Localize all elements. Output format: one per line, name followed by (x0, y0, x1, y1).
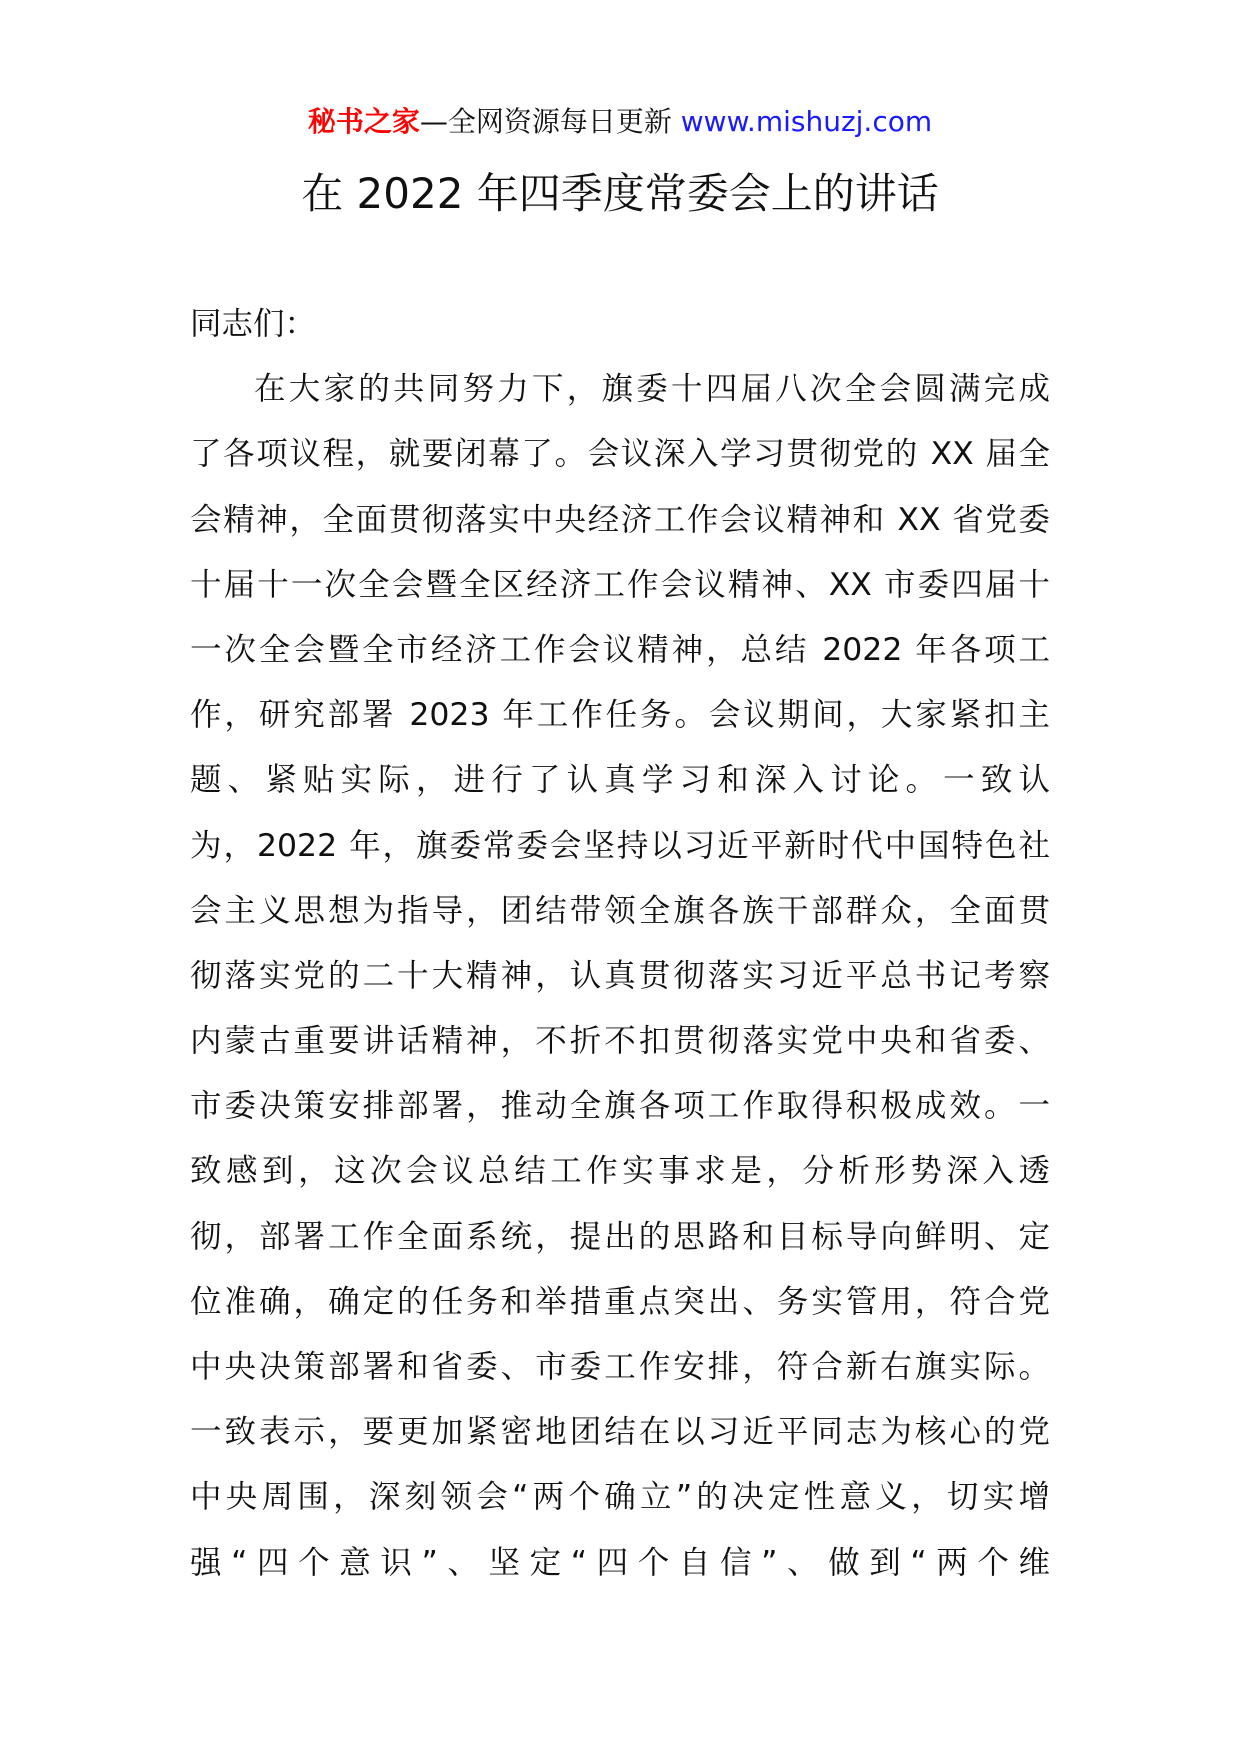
text-line: 位准确，确定的任务和举措重点突出、务实管用，符合党 (190, 1283, 1050, 1320)
text-line: 会精神，全面贯彻落实中央经济工作会议精神和 XX 省党委 (190, 501, 1050, 538)
text-line: 作，研究部署 2023 年工作任务。会议期间，大家紧扣主 (190, 697, 1050, 734)
text-line: 一次全会暨全市经济工作会议精神，总结 2022 年各项工 (190, 631, 1050, 668)
text-line: 一致表示，要更加紧密地团结在以习近平同志为核心的党 (190, 1414, 1050, 1451)
page-title: 在 2022 年四季度常委会上的讲话 (301, 169, 939, 218)
brand-name: 秘书之家 (307, 105, 420, 138)
text-line: 致感到，这次会议总结工作实事求是，分析形势深入透 (190, 1153, 1050, 1190)
text-line: 在大家的共同努力下，旗委十四届八次全会圆满完成 (254, 371, 1050, 408)
text-line: 市委决策安排部署，推动全旗各项工作取得积极成效。一 (190, 1088, 1050, 1125)
text-line: 会主义思想为指导，团结带领全旗各族干部群众，全面贯 (190, 892, 1050, 929)
text-line: 彻，部署工作全面系统，提出的思路和目标导向鲜明、定 (190, 1218, 1050, 1255)
watermark-header (0, 102, 1240, 142)
text-line: 中央周围，深刻领会“两个确立”的决定性意义，切实增 (190, 1479, 1050, 1516)
text-line: 中央决策部署和省委、市委工作安排，符合新右旗实际。 (190, 1349, 1050, 1385)
text-line: 彻落实党的二十大精神，认真贯彻落实习近平总书记考察 (190, 957, 1050, 994)
text-line: 了各项议程，就要闭幕了。会议深入学习贯彻党的 XX 届全 (190, 436, 1050, 473)
text-line: 内蒙古重要讲话精神，不折不扣贯彻落实党中央和省委、 (190, 1023, 1050, 1060)
header-slogan: —全网资源每日更新 (419, 105, 681, 138)
document-body (190, 292, 1050, 1596)
text-line: 为，2022 年，旗委常委会坚持以习近平新时代中国特色社 (190, 827, 1050, 864)
text-line: 强“四个意识”、坚定“四个自信”、做到“两个维 (190, 1544, 1050, 1581)
text-line: 题、紧贴实际，进行了认真学习和深入讨论。一致认 (190, 762, 1050, 799)
site-link[interactable]: www.mishuzj.com (680, 105, 933, 138)
text-line: 十届十一次全会暨全区经济工作会议精神、XX 市委四届十 (190, 566, 1050, 603)
salutation: 同志们： (190, 306, 317, 342)
